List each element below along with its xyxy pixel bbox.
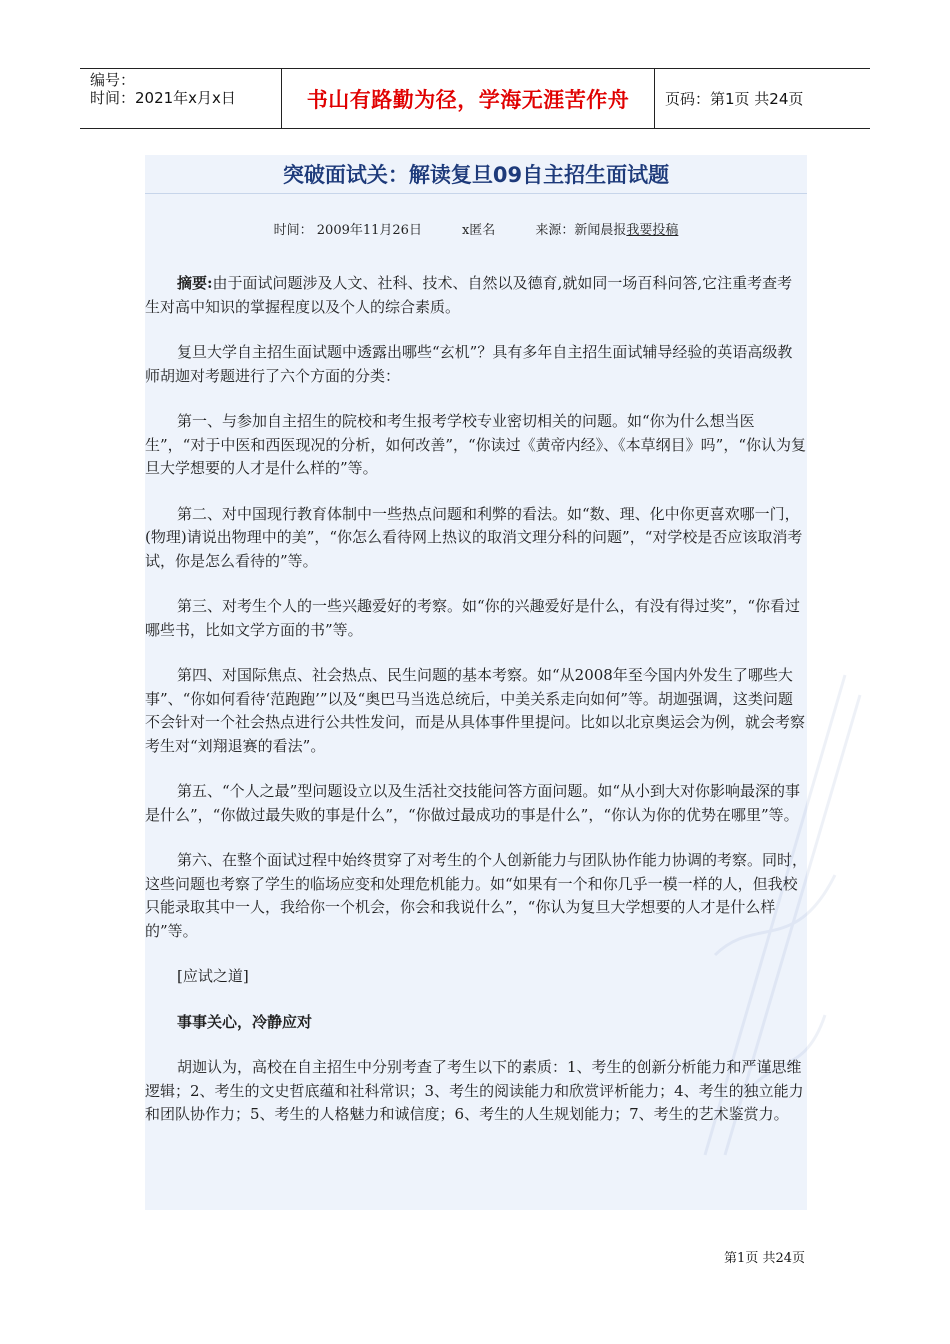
article-paragraph: 第六、在整个面试过程中始终贯穿了对考生的个人创新能力与团队协作能力协调的考察。同时，这些问题也考察了学生的临场应变和处理危机能力。如“如果有一个和你几乎一模一样的人，但我校只能录取其中一人，我给你一个机会，你会和我说什么”，“你认为复旦大学想要的人才是什么样的”等。 [145,851,808,940]
header-motto: 书山有路勤为径，学海无涯苦作舟 [306,87,630,112]
header-motto-cell [282,69,655,128]
article-source-group [535,223,678,238]
abstract-text: 由于面试问题涉及人文、社科、技术、自然以及德育,就如同一场百科问答,它注重考查考生对高中知识的掌握程度以及个人的综合素质。 [145,274,793,316]
article-paragraph: 复旦大学自主招生面试题中透露出哪些“玄机”？具有多年自主招生面试辅导经验的英语高级教师胡迦对考题进行了六个方面的分类： [145,343,793,385]
document-header [80,68,870,129]
article-abstract [145,272,807,319]
article-paragraph: 第二、对中国现行教育体制中一些热点问题和利弊的看法。如“数、理、化中你更喜欢哪一门，(物理)请说出物理中的美”，“你怎么看待网上热议的取消文理分科的问题”，“对学校是否应该取消考试，你是怎么看待的”等。 [145,504,803,570]
header-page-info: 页码：第1页 共24页 [665,90,804,108]
article-source: 来源：新闻晨报 [535,223,627,238]
article-panel [145,155,807,1210]
article-paragraph: 第四、对国际焦点、社会热点、民生问题的基本考察。如“从2008年至今国内外发生了哪些大事”、“你如何看待‘范跑跑’”以及“奥巴马当选总统后，中美关系走向如何”等。胡迦强调，这类问题不会针对一个社会热点进行公共性发问，而是从具体事件里提问。比如以北京奥运会为例，就会考察考生对“刘翔退赛的看法”。 [145,666,806,755]
article-title-bar [145,155,807,194]
article-meta [145,219,807,238]
section-label: [应试之道] [177,967,249,985]
header-number-label: 编号： [90,71,136,89]
header-meta [80,69,282,128]
submit-article-link[interactable]: 我要投稿 [626,223,679,238]
article-paragraph: 第一、与参加自主招生的院校和考生报考学校专业密切相关的问题。如“你为什么想当医生”，“对于中医和西医现况的分析，如何改善”，“你读过《黄帝内经》、《本草纲目》吗”，“你认为复旦大学想要的人才是什么样的”等。 [145,412,807,477]
header-time-label: 时间：2021年x月x日 [90,89,236,107]
article-body [145,272,807,1127]
article-author: x匿名 [461,223,496,238]
article-paragraph: 第五、“个人之最”型问题设立以及生活社交技能问答方面问题。如“从小到大对你影响最深的事是什么”，“你做过最失败的事是什么”，“你做过最成功的事是什么”，“你认为你的优势在哪里”等。 [145,782,801,824]
section-subheading: 事事关心，冷静应对 [177,1012,313,1031]
article-closing-paragraph: 胡迦认为，高校在自主招生中分别考查了考生以下的素质：1、考生的创新分析能力和严谨思维逻辑；2、考生的文史哲底蕴和社科常识；3、考生的阅读能力和欣赏评析能力；4、考生的独立能力和团队协作力；5、考生的人格魅力和诚信度；6、考生的人生规划能力；7、考生的艺术鉴赏力。 [145,1058,804,1123]
article-title: 突破面试关：解读复旦09自主招生面试题 [282,163,670,187]
article-paragraph: 第三、对考生个人的一些兴趣爱好的考察。如“你的兴趣爱好是什么，有没有得过奖”，“你看过哪些书，比如文学方面的书”等。 [145,597,801,639]
page-footer: 第1页 共24页 [724,1251,805,1266]
article-time: 时间： 2009年11月26日 [273,223,422,238]
abstract-label: 摘要: [177,274,213,292]
